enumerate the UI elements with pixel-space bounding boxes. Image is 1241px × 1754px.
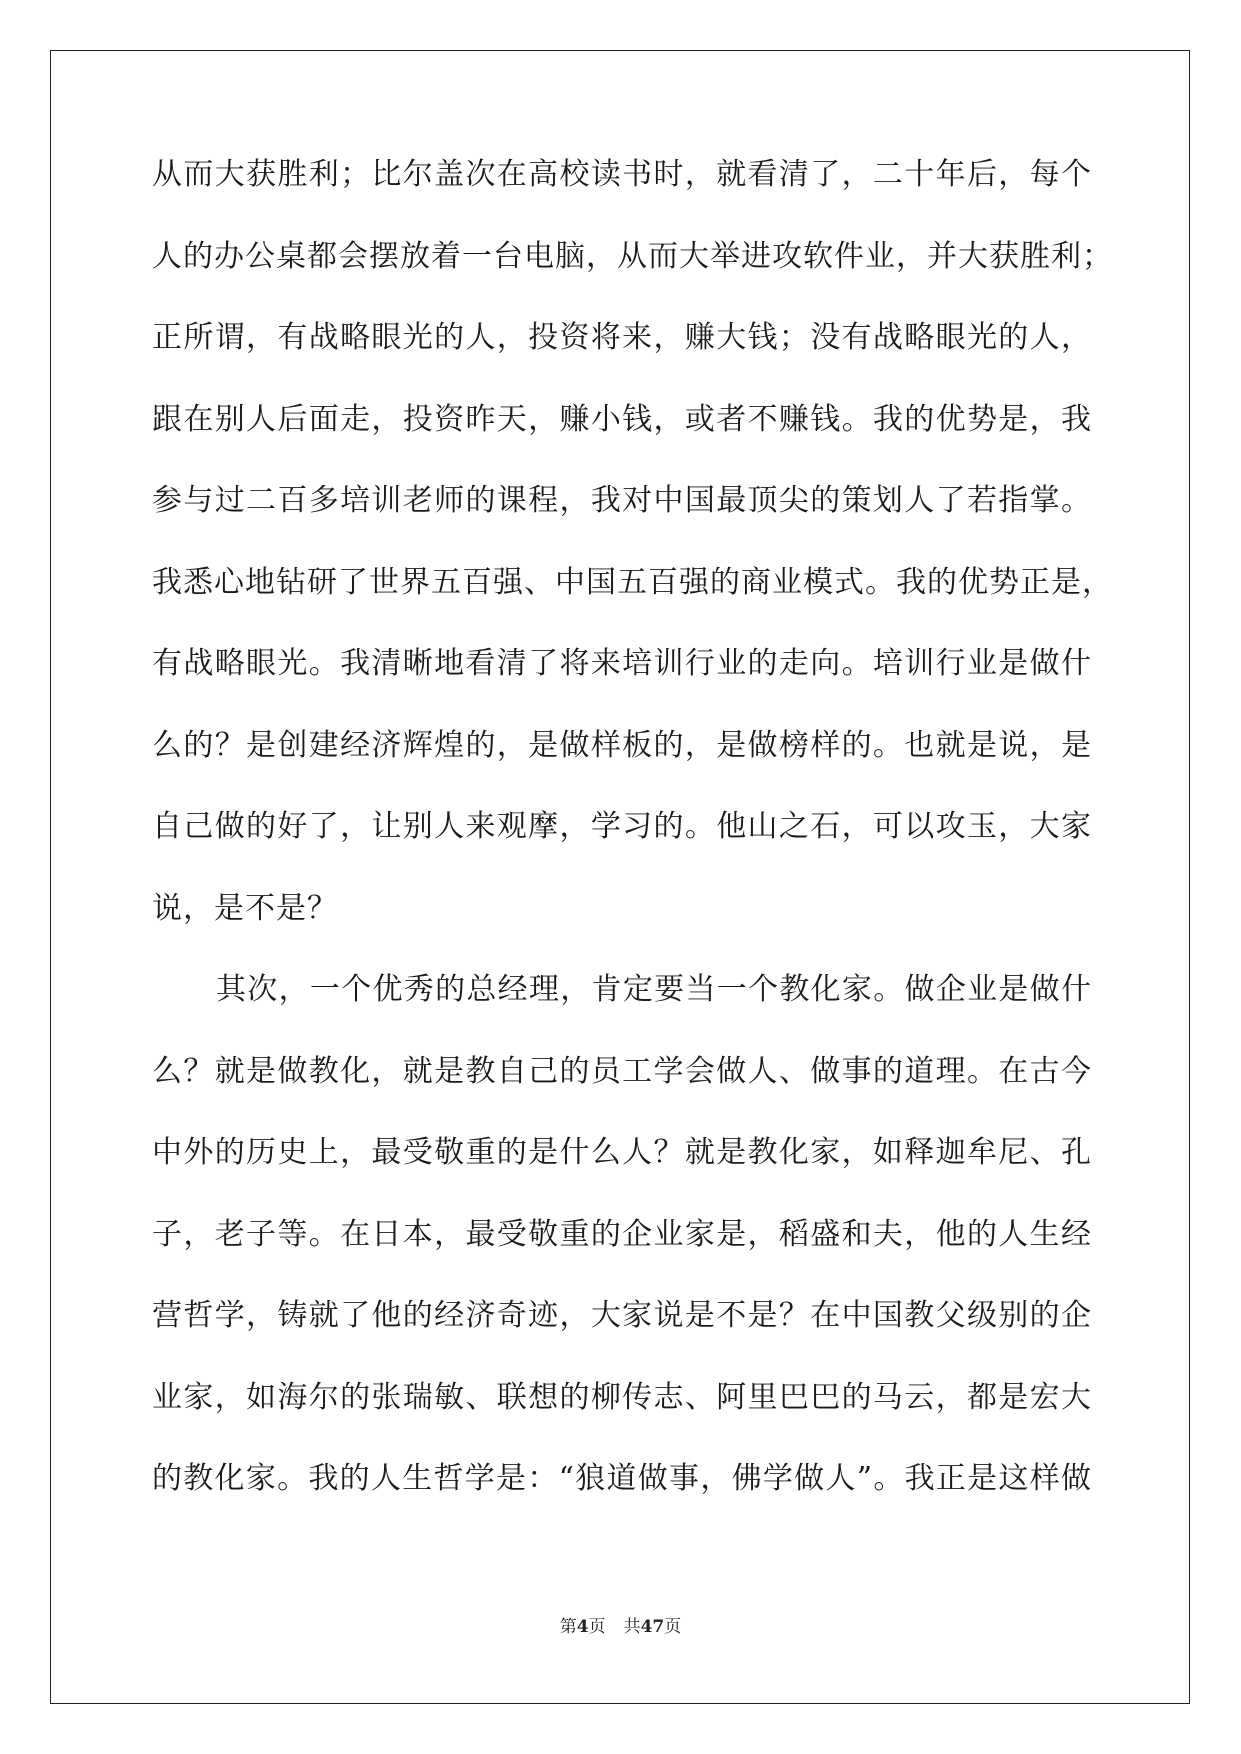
text-line: 跟在别人后面走，投资昨天，赚小钱，或者不赚钱。我的优势是，我 xyxy=(152,401,1092,437)
text-line: 人的办公桌都会摆放着一台电脑，从而大举进攻软件业，并大获胜利； xyxy=(152,238,1113,274)
page-suffix: 页 xyxy=(588,1617,606,1637)
text-line: 么的？是创建经济辉煌的，是做样板的，是做榜样的。也就是说，是 xyxy=(152,727,1092,763)
body-text xyxy=(152,157,1113,1546)
text-line: 说，是不是？ xyxy=(152,890,338,926)
text-line: 的教化家。我的人生哲学是：“狼道做事，佛学做人”。我正是这样做 xyxy=(152,1461,1092,1496)
total-prefix: 共 xyxy=(623,1617,641,1637)
text-line: 自己做的好了，让别人来观摩，学习的。他山之石，可以攻玉，大家 xyxy=(152,809,1092,844)
paragraph-first-line: 其次，一个优秀的总经理，肯定要当一个教化家。做企业是做什 xyxy=(216,972,1092,1007)
text-line: 么？就是做教化，就是教自己的员工学会做人、做事的道理。在古今 xyxy=(152,1053,1092,1089)
text-line: 营哲学，铸就了他的经济奇迹，大家说是不是？在中国教父级别的企 xyxy=(152,1298,1092,1333)
page-total: 47 xyxy=(640,1617,665,1637)
total-suffix: 页 xyxy=(664,1617,682,1637)
page-prefix: 第 xyxy=(559,1617,577,1637)
text-line: 子，老子等。在日本，最受敬重的企业家是，稻盛和夫，他的人生经 xyxy=(152,1216,1092,1252)
text-line: 参与过二百多培训老师的课程，我对中国最顶尖的策划人了若指掌。 xyxy=(152,483,1092,518)
text-line: 正所谓，有战略眼光的人，投资将来，赚大钱；没有战略眼光的人， xyxy=(152,320,1092,355)
text-line: 我悉心地钻研了世界五百强、中国五百强的商业模式。我的优势正是， xyxy=(152,564,1113,600)
text-line: 有战略眼光。我清晰地看清了将来培训行业的走向。培训行业是做什 xyxy=(152,646,1092,681)
text-line: 中外的历史上，最受敬重的是什么人？就是教化家，如释迦牟尼、孔 xyxy=(152,1135,1092,1170)
page-footer xyxy=(0,1617,1241,1637)
text-line: 业家，如海尔的张瑞敏、联想的柳传志、阿里巴巴的马云，都是宏大 xyxy=(152,1379,1092,1415)
text-line: 从而大获胜利；比尔盖次在高校读书时，就看清了，二十年后，每个 xyxy=(152,157,1092,192)
page-current: 4 xyxy=(576,1617,589,1637)
